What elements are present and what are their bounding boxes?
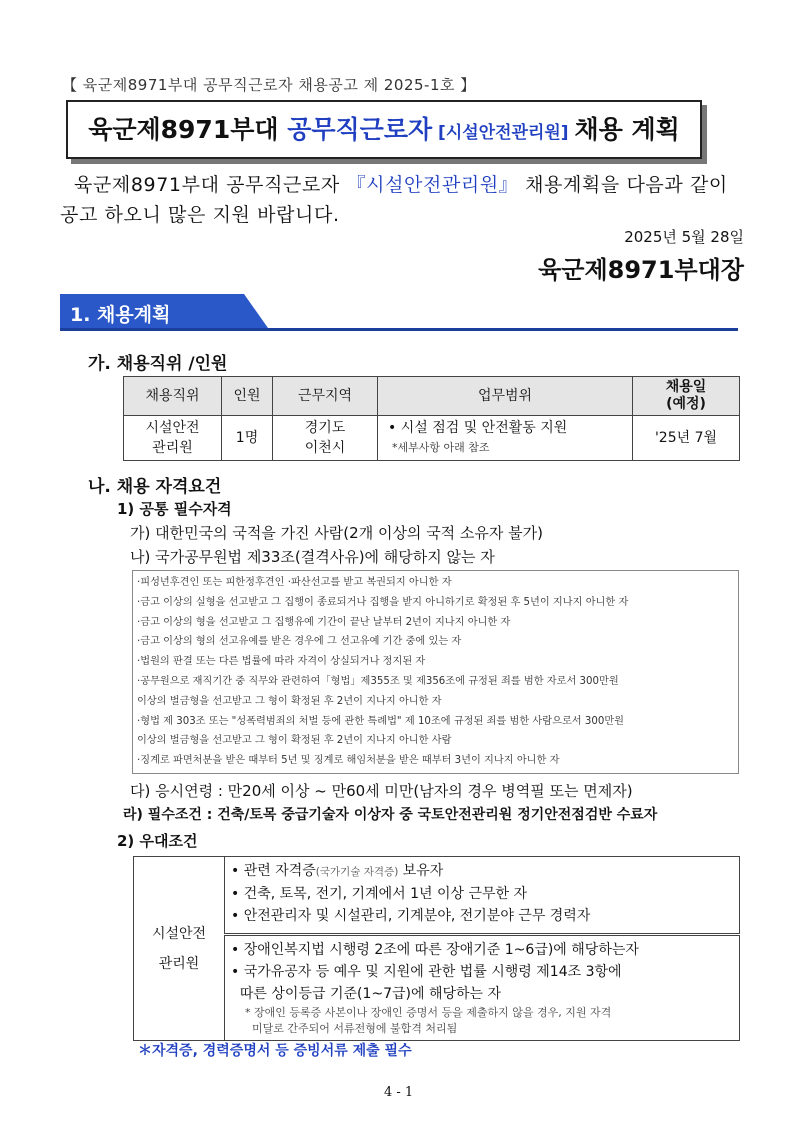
common-na: 나) 국가공무원법 제33조(결격사유)에 해당하지 않는 자 [130,548,495,566]
list-item: • 국가유공자 등 예우 및 지원에 관한 법률 시행령 제14조 3항에 [231,964,622,980]
subheading-ga: 가. 채용직위 /인원 [88,354,228,374]
pref-group2 [225,935,740,1041]
common-ga: 가) 대한민국의 국적을 가진 사람(2개 이상의 국적 소유자 불가) [130,524,544,542]
list-item: ·징계로 파면처분을 받은 때부터 5년 및 징계로 해임처분을 받은 때부터 3년이 지나지 아니한 자 [137,755,560,767]
subheading-na: 나. 채용 자격요건 [88,477,222,497]
intro-part1: 육군제8971부대 공무직근로자 [74,174,340,196]
position-table [123,376,740,461]
disqualification-box [132,570,739,774]
duty-text: • 시설 점검 및 안전활동 지원 [388,420,568,436]
common-ra: 라) 필수조건 : 건축/토목 중급기술자 이상자 중 국토안전관리원 정기안전점검반 수료자 [123,807,658,823]
duty-note: *세부사항 아래 참조 [392,441,490,454]
list-item: • 건축, 토목, 전기, 기계에서 1년 이상 근무한 자 [231,886,528,902]
common-da: 다) 응시연령 : 만20세 이상 ~ 만60세 미만(남자의 경우 병역필 또는 면제자) [130,782,633,800]
pref-group1 [225,857,740,935]
notice-number: 【 육군제8971부대 공무직근로자 채용공고 제 2025-1호 】 [62,76,476,94]
intro-position: 『시설안전관리원』 [346,174,519,196]
cell-duty [378,416,633,461]
list-item: ·법원의 판결 또는 다른 법률에 따라 자격이 상실되거나 정지된 자 [137,656,426,668]
list-item: ·형법 제 303조 또는 "성폭력범죄의 처벌 등에 관한 특례법" 제 10조에 규정된 죄를 범한 사람으로서 300만원 [137,715,624,727]
col-count: 인원 [222,377,273,416]
list-item: ·금고 이상의 형의 선고유예를 받은 경우에 그 선고유예 기간 중에 있는 자 [137,636,462,648]
list-item: ·금고 이상의 실형을 선고받고 그 집행이 종료되거나 집행을 받지 아니하기로 확정된 후 5년이 지나지 아니한 자 [137,596,629,608]
list-item: 이상의 벌금형을 선고받고 그 형이 확정된 후 2년이 지나지 아니한 사람 [137,735,452,747]
title-sub: [시설안전관리원] [432,123,575,143]
title-blue: 공무직근로자 [287,115,433,144]
section-underline [60,328,738,331]
list-item: ·피성년후견인 또는 피한정후견인 ·파산선고를 받고 복권되지 아니한 자 [137,577,452,588]
pref-title: 2) 우대조건 [117,832,198,850]
signer: 육군제8971부대장 [538,256,744,284]
pref-note: * 장애인 등록증 사본이나 장애인 증명서 등을 제출하지 않을 경우, 지원 자격 미달로 간주되어 서류전형에 불합격 처리됨 [245,1006,612,1035]
col-location: 근무지역 [273,377,378,416]
list-item: 따른 상이등급 기준(1~7급)에 해당하는 자 [231,986,502,1002]
cell-start: '25년 7월 [633,416,740,461]
pref-position: 시설안전 관리원 [134,857,225,1041]
col-duty: 업무범위 [378,377,633,416]
page-title [66,100,702,159]
cell-position: 시설안전 관리원 [124,416,222,461]
cell-location: 경기도 이천시 [273,416,378,461]
title-part1: 육군제8971부대 [88,115,288,144]
page-number: 4 - 1 [384,1085,414,1100]
announcement-date: 2025년 5월 28일 [624,228,744,246]
list-item: • 안전관리자 및 시설관리, 기계분야, 전기분야 근무 경력자 [231,908,591,924]
list-item: • 관련 자격증(국가기술 자격증) 보유자 [231,863,444,879]
list-item: ·금고 이상의 형을 선고받고 그 집행유예 기간이 끝난 날부터 2년이 지나지 아니한 자 [137,616,511,628]
table-row [134,857,740,935]
intro-paragraph [60,170,750,230]
list-item: ·공무원으로 재직기간 중 직무와 관련하여「형법」제355조 및 제356조에 규정된 죄를 범한 자로서 300만원 [137,675,619,687]
cell-count: 1명 [222,416,273,461]
col-start: 채용일 (예정) [633,377,740,416]
common-title: 1) 공통 필수자격 [117,500,232,518]
required-docs-note: ＊자격증, 경력증명서 등 증빙서류 제출 필수 [138,1043,412,1059]
preference-table [133,856,740,1041]
table-header-row [124,377,740,416]
list-item: • 장애인복지법 시행령 2조에 따른 장애기준 1~6급)에 해당하는자 [231,942,639,958]
intro-part2: 채용계획을 다음과 같이 공고 하오니 많은 지원 바랍니다. [60,174,728,226]
title-part2: 채용 계획 [574,115,680,144]
table-row [134,935,740,1041]
section-heading: 1. 채용계획 [70,304,171,326]
table-row [124,416,740,461]
col-position: 채용직위 [124,377,222,416]
list-item: 이상의 벌금형을 선고받고 그 형이 확정된 후 2년이 지나지 아니한 자 [137,695,442,707]
